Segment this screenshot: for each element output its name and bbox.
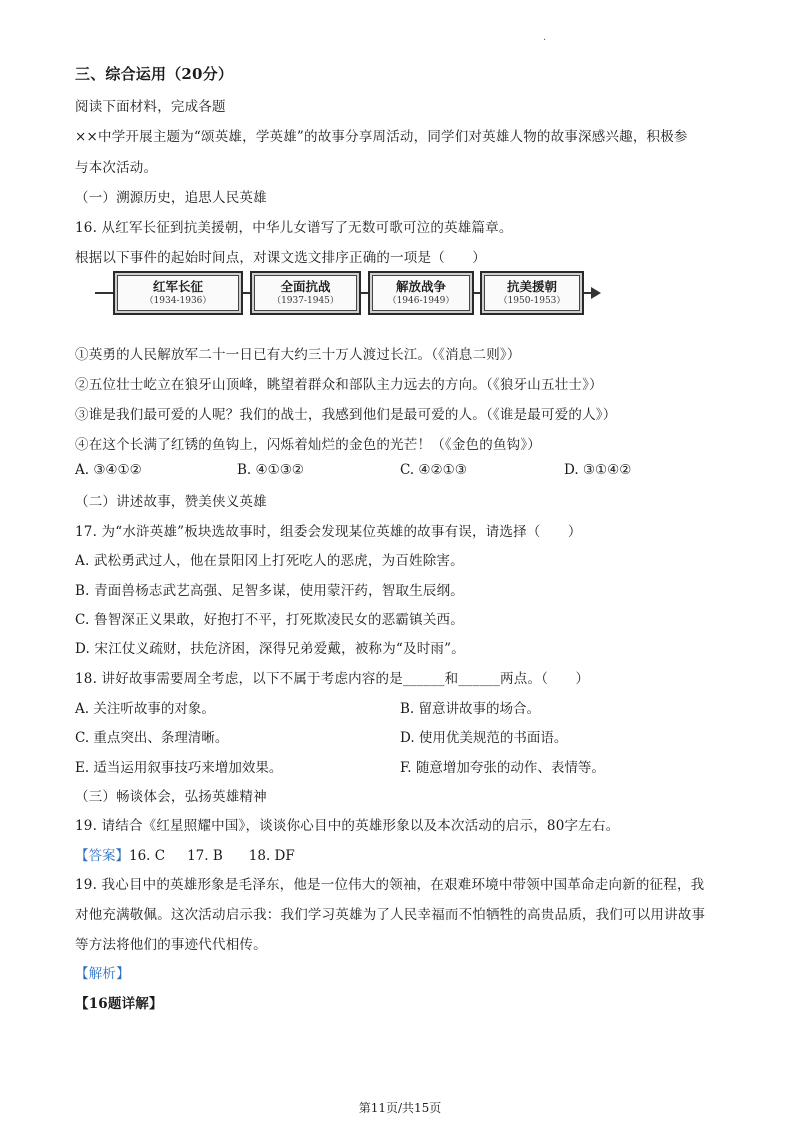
q17-option-c: C. 鲁智深正义果敢，好抱打不平，打死欺凌民女的恶霸镇关西。: [75, 612, 464, 628]
analysis-tag: 【解析】: [75, 966, 130, 982]
q16-item-1: ①英勇的人民解放军二十一日已有大约三十万人渡过长江。（《消息二则》）: [75, 347, 521, 363]
timeline-event-years: （1937-1945）: [272, 296, 339, 306]
answer-tag: 【答案】: [75, 848, 129, 864]
timeline-event-years: （1950-1953）: [498, 296, 566, 306]
page-footer: 第11页/共15页: [358, 1101, 442, 1115]
timeline-event-years: （1946-1949）: [387, 296, 455, 306]
q16-stem: 16. 从红军长征到抗美援朝，中华儿女谱写了无数可歌可泣的英雄篇章。: [75, 220, 513, 236]
corner-mark: .: [543, 32, 547, 43]
material-line-1: ××中学开展主题为“颂英雄，学英雄”的故事分享周活动，同学们对英雄人物的故事深感兴趣，积极参: [75, 129, 688, 145]
section-title: 三、综合运用（20分）: [75, 65, 234, 83]
q18-option-b: B. 留意讲故事的场合。: [400, 701, 541, 717]
q16-option-d: D. ③①④②: [564, 462, 632, 478]
q16-item-3: ③谁是我们最可爱的人呢？我们的战士，我感到他们是最可爱的人。（《谁是最可爱的人》）: [75, 407, 617, 423]
timeline-event-name: 解放战争: [395, 279, 446, 294]
q16-item-2: ②五位壮士屹立在狼牙山顶峰，眺望着群众和部队主力远去的方向。（《狼牙山五壮士》）: [75, 377, 603, 393]
timeline-event-war-of-resistance: [250, 271, 361, 315]
answer19-line-1: 19. 我心目中的英雄形象是毛泽东，他是一位伟大的领袖，在艰难环境中带领中国革命走向新的征程，我: [75, 877, 705, 893]
timeline-event-name: 红军长征: [152, 279, 203, 294]
q18-option-e: E. 适当运用叙事技巧来增加效果。: [75, 760, 283, 776]
part2-title: （二）讲述故事，赞美侠义英雄: [75, 494, 267, 510]
material-line-2: 与本次活动。: [75, 160, 158, 176]
q19-stem: 19. 请结合《红星照耀中国》，谈谈你心目中的英雄形象以及本次活动的启示，80字左右。: [75, 818, 620, 834]
timeline-event-long-march: [113, 271, 243, 315]
q18-option-a: A. 关注听故事的对象。: [75, 701, 215, 717]
answer19-line-3: 等方法将他们的事迹代代相传。: [75, 937, 267, 953]
timeline-arrow: [591, 287, 601, 299]
q16-prompt: 根据以下事件的起始时间点，对课文选文排序正确的一项是（ ）: [75, 250, 486, 266]
q16-option-b: B. ④①③②: [237, 462, 304, 478]
answer19-line-2: 对他充满敬佩。这次活动启示我：我们学习英雄为了人民幸福而不怕牺牲的高贵品质，我们可以用讲故事: [75, 907, 706, 923]
intro-text: 阅读下面材料，完成各题: [75, 99, 226, 115]
answer-18: 18. DF: [248, 848, 295, 864]
timeline-event-name: 抗美援朝: [506, 279, 557, 294]
part1-title: （一）溯源历史，追思人民英雄: [75, 190, 267, 206]
q18-option-d: D. 使用优美规范的书面语。: [400, 730, 568, 746]
history-timeline: [95, 270, 605, 318]
q18-option-f: F. 随意增加夸张的动作、表情等。: [400, 760, 605, 776]
q16-item-4: ④在这个长满了红锈的鱼钩上，闪烁着灿烂的金色的光芒！（《金色的鱼钩》）: [75, 437, 541, 453]
timeline-event-name: 全面抗战: [280, 279, 331, 294]
q17-option-b: B. 青面兽杨志武艺高强、足智多谋，使用蒙汗药，智取生辰纲。: [75, 583, 465, 599]
detail-tag-16: 【16题详解】: [75, 996, 163, 1012]
q17-option-d: D. 宋江仗义疏财，扶危济困，深得兄弟爱戴，被称为“及时雨”。: [75, 641, 465, 657]
q16-option-c: C. ④②①③: [400, 462, 467, 478]
timeline-event-korean-war: [480, 271, 584, 315]
answer-row: [75, 844, 295, 864]
q18-stem: 18. 讲好故事需要周全考虑，以下不属于考虑内容的是______和______两点。（ ）: [75, 671, 590, 687]
answer-17: 17. B: [187, 848, 223, 864]
timeline-event-liberation-war: [368, 271, 474, 315]
q17-stem: 17. 为“水浒英雄”板块选故事时，组委会发现某位英雄的故事有误，请选择（ ）: [75, 524, 582, 540]
q16-option-a: A. ③④①②: [75, 462, 142, 478]
part3-title: （三）畅谈体会，弘扬英雄精神: [75, 789, 267, 805]
q17-option-a: A. 武松勇武过人，他在景阳冈上打死吃人的恶虎，为百姓除害。: [75, 553, 464, 569]
timeline-event-years: （1934-1936）: [144, 296, 212, 306]
q18-option-c: C. 重点突出、条理清晰。: [75, 730, 229, 746]
answer-16: 16. C: [129, 848, 166, 864]
